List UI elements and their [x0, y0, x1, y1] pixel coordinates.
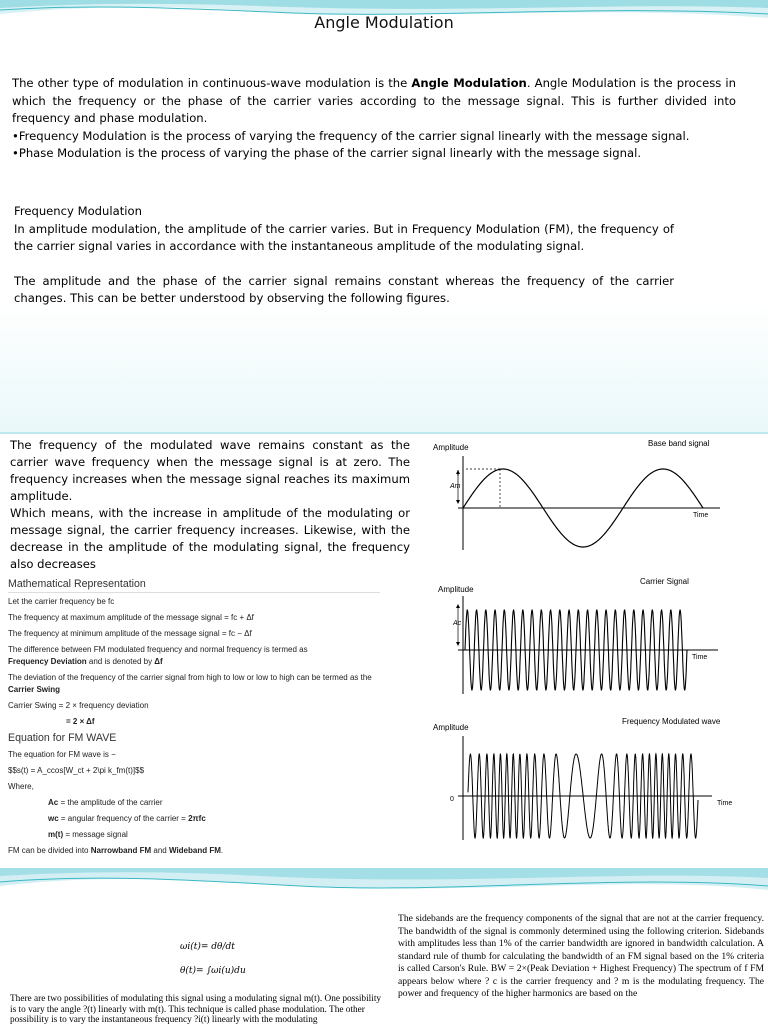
g3-title: Frequency Modulated wave — [622, 717, 721, 726]
g2-ac-label: Ac — [453, 620, 462, 627]
fm-wave-graph — [433, 717, 732, 840]
fm-paragraph-2: The amplitude and the phase of the carrier signal remains constant whereas the frequency of the carrier changes. This can be better understood by observing the following figures. — [14, 273, 674, 305]
intro-paragraph: The other type of modulation in continuous-wave modulation is the Angle Modulation. Angle Modulation is the process in which the frequency or the phase of the carrier varies according to the message signal. This is further divided into frequency and phase modulation. •Frequency Modulation is the process of varying the frequency of the carrier signal linearly with the message signal. •Phase Modulation is the process of varying the phase of the carrier signal linearly with the message signal. — [12, 75, 736, 163]
slide-fm-figures — [0, 432, 768, 868]
g3-zero-label: 0 — [450, 796, 454, 803]
bullet-phase-modulation: •Phase Modulation is the process of varying the phase of the carrier signal linearly with the message signal. — [12, 146, 642, 160]
slide-angle-modulation — [0, 0, 768, 432]
instant-frequency-equation: ωi(t)= dθ/dt — [180, 942, 235, 952]
carrier-signal-graph — [438, 577, 718, 694]
g3-ylabel: Amplitude — [433, 723, 469, 732]
math-representation: Mathematical Representation Let the carrier frequency be fc The frequency at maximum amplitude of the message signal = fc + Δf The frequency at minimum amplitude of the message signal = fc − Δf The difference between FM modulated frequency and normal frequency is termed as Frequency Deviation and is denoted by Δf The deviation of the frequency of the carrier signal from high to low or low to high can be termed as the Carrier Swing Carrier Swing = 2 × frequency deviation = 2 × Δf Equation for FM WAVE The equation for FM wave is − $$s(t) = A_ccos[W_ct + 2\pi k_fm(t)]$$ Where, Ac = the amplitude of the carrier wc = angular frequency of the carrier = 2πfc m(t) = message signal FM can be divided into Narrowband FM and Wideband FM. — [8, 578, 380, 861]
g2-xlabel: Time — [692, 654, 708, 661]
fm-equation-heading: Equation for FM WAVE — [8, 732, 117, 744]
g1-title: Base band signal — [648, 439, 710, 448]
carsons-rule-text: The sidebands are the frequency components of the signal that are not at the carrier frequency. The bandwidth of the signal is commonly determined using the following criterion. Sidebands with amplitudes less than 1% of the carrier bandwidth are ignored in bandwidth calculation. A standard rule of thumb for calculating the bandwidth of an FM signal based on the 1% criteria is called Carson's Rule. BW = 2×(Peak Deviation + Highest Frequency) The spectrum of f FM appears below where ? c is the carrier frequency and ? m is the modulating frequency. The power and frequency of the higher harmonics are based on the — [398, 913, 764, 999]
baseband-signal-graph — [433, 439, 720, 550]
slide-fm-bandwidth — [0, 868, 768, 1024]
g3-xlabel: Time — [717, 800, 733, 807]
g2-title: Carrier Signal — [640, 577, 689, 586]
bullet-frequency-modulation: •Frequency Modulation is the process of varying the frequency of the carrier signal linearly with the message signal. — [12, 128, 690, 143]
g2-ylabel: Amplitude — [438, 585, 474, 594]
angle-modulation-term: Angle Modulation — [411, 76, 527, 90]
math-heading: Mathematical Representation — [8, 578, 380, 593]
header-wave-decoration-2 — [0, 868, 768, 908]
fm-waveform-figures — [430, 432, 768, 868]
modulation-possibilities-text: There are two possibilities of modulating this signal using a modulating signal m(t). One possibility is to vary the angle ?(t) linearly with m(t). This technique is called phase modulation. The other possibility is to vary the instantaneous frequency ?i(t) linearly with the modulating — [10, 994, 382, 1024]
fm-heading: Frequency Modulation — [14, 204, 142, 218]
fm-explanation-para-2: Which means, with the increase in amplitude of the modulating or message signal, the carrier frequency increases. Likewise, with the decrease in the amplitude of the modulating signal, the frequency also decreases — [10, 506, 410, 571]
fm-paragraph-1: In amplitude modulation, the amplitude of the carrier varies. But in Frequency Modulation (FM), the frequency of the carrier signal varies in accordance with the instantaneous amplitude of the modulating signal. — [14, 221, 674, 253]
fm-explanation — [10, 437, 410, 573]
fm-section — [14, 203, 674, 308]
g1-ylabel: Amplitude — [433, 443, 469, 452]
fm-explanation-para-1: The frequency of the modulated wave remains constant as the carrier wave frequency when the message signal is at zero. The frequency increases when the message signal reaches its maximum amplitude. — [10, 438, 410, 503]
slide-title: Angle Modulation — [314, 13, 454, 32]
phase-integral-equation: θ(t)= ∫ωi(u)du — [180, 966, 246, 976]
g1-am-label: Am — [450, 483, 461, 490]
g1-xlabel: Time — [693, 512, 709, 519]
